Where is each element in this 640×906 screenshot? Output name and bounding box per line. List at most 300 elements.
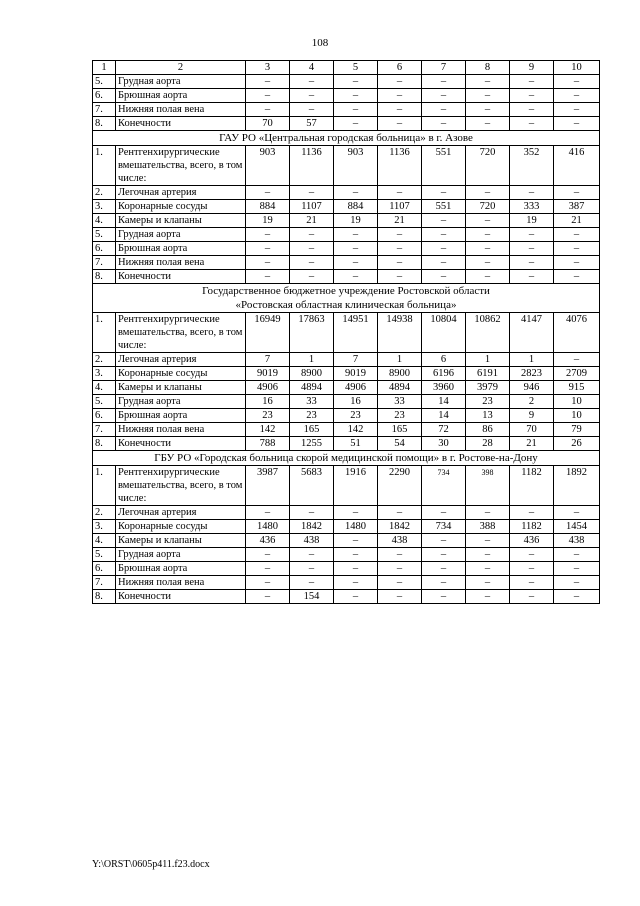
value-cell: 1480 — [334, 520, 378, 534]
value-cell: 1 — [466, 353, 510, 367]
value-cell: – — [246, 576, 290, 590]
value-cell: – — [422, 270, 466, 284]
value-cell: – — [334, 117, 378, 131]
value-cell: 915 — [554, 381, 600, 395]
table-row — [93, 117, 600, 131]
value-cell: 734 — [422, 520, 466, 534]
row-number: 8. — [93, 270, 116, 284]
value-cell: – — [246, 242, 290, 256]
row-number: 2. — [93, 186, 116, 200]
table-row — [93, 103, 600, 117]
value-cell: – — [510, 270, 554, 284]
value-cell: 154 — [290, 590, 334, 604]
value-cell: – — [554, 548, 600, 562]
value-cell: 333 — [510, 200, 554, 214]
value-cell: 4076 — [554, 313, 600, 353]
table-row — [93, 242, 600, 256]
value-cell: 10 — [554, 395, 600, 409]
value-cell: 1480 — [246, 520, 290, 534]
value-cell: – — [554, 562, 600, 576]
page-number: 108 — [311, 37, 329, 49]
row-label: Камеры и клапаны — [116, 214, 246, 228]
value-cell: 16 — [246, 395, 290, 409]
value-cell: – — [290, 576, 334, 590]
value-cell: 10862 — [466, 313, 510, 353]
column-header: 3 — [246, 61, 290, 75]
value-cell: 1892 — [554, 466, 600, 506]
row-number: 1. — [93, 466, 116, 506]
statistics-table — [92, 60, 600, 604]
value-cell: – — [334, 103, 378, 117]
value-cell: 21 — [554, 214, 600, 228]
table-row — [93, 256, 600, 270]
value-cell: – — [554, 506, 600, 520]
value-cell: – — [290, 186, 334, 200]
row-label: Коронарные сосуды — [116, 520, 246, 534]
value-cell: – — [246, 103, 290, 117]
value-cell: – — [378, 270, 422, 284]
row-number: 4. — [93, 381, 116, 395]
value-cell: – — [378, 506, 422, 520]
row-label: Коронарные сосуды — [116, 200, 246, 214]
value-cell: – — [422, 548, 466, 562]
value-cell: 387 — [554, 200, 600, 214]
value-cell: – — [378, 89, 422, 103]
table-row — [93, 590, 600, 604]
value-cell: – — [466, 242, 510, 256]
value-cell: 26 — [554, 437, 600, 451]
value-cell: – — [510, 89, 554, 103]
table-row — [93, 214, 600, 228]
row-label: Брюшная аорта — [116, 409, 246, 423]
value-cell: – — [290, 242, 334, 256]
table-row — [93, 367, 600, 381]
value-cell: – — [334, 75, 378, 89]
table-row — [93, 228, 600, 242]
value-cell: 6196 — [422, 367, 466, 381]
value-cell: 142 — [334, 423, 378, 437]
row-label: Грудная аорта — [116, 75, 246, 89]
table-row — [93, 562, 600, 576]
table-row — [93, 423, 600, 437]
row-number: 3. — [93, 200, 116, 214]
institution-heading-line: Государственное бюджетное учреждение Ростовской области — [202, 285, 490, 297]
value-cell: 6 — [422, 353, 466, 367]
value-cell: – — [378, 562, 422, 576]
value-cell: – — [510, 506, 554, 520]
row-label: Легочная артерия — [116, 353, 246, 367]
row-number: 7. — [93, 423, 116, 437]
value-cell: 17863 — [290, 313, 334, 353]
value-cell: 1255 — [290, 437, 334, 451]
table-row — [93, 186, 600, 200]
value-cell: 21 — [290, 214, 334, 228]
value-cell: 19 — [334, 214, 378, 228]
value-cell: 2709 — [554, 367, 600, 381]
table-row — [93, 313, 600, 353]
row-number: 5. — [93, 548, 116, 562]
value-cell: 16 — [334, 395, 378, 409]
value-cell: – — [510, 548, 554, 562]
value-cell: – — [290, 89, 334, 103]
value-cell: 28 — [466, 437, 510, 451]
institution-heading — [93, 451, 600, 466]
value-cell: 1107 — [290, 200, 334, 214]
value-cell: – — [334, 548, 378, 562]
institution-heading — [93, 131, 600, 146]
row-number: 6. — [93, 562, 116, 576]
value-cell: – — [246, 228, 290, 242]
value-cell: – — [422, 506, 466, 520]
value-cell: – — [334, 242, 378, 256]
column-header: 6 — [378, 61, 422, 75]
row-label: Камеры и клапаны — [116, 381, 246, 395]
row-label: Рентгенхирургические вмешательства, всего, в том числе: — [116, 313, 246, 353]
value-cell: – — [554, 270, 600, 284]
value-cell: 1842 — [378, 520, 422, 534]
column-header: 1 — [93, 61, 116, 75]
value-cell: – — [378, 548, 422, 562]
row-number: 4. — [93, 214, 116, 228]
value-cell: – — [246, 186, 290, 200]
value-cell: 734 — [422, 466, 466, 506]
value-cell: 9019 — [334, 367, 378, 381]
value-cell: – — [554, 89, 600, 103]
value-cell: – — [554, 353, 600, 367]
column-header: 2 — [116, 61, 246, 75]
row-number: 6. — [93, 409, 116, 423]
value-cell: 23 — [334, 409, 378, 423]
value-cell: 720 — [466, 200, 510, 214]
table-row — [93, 353, 600, 367]
value-cell: 33 — [290, 395, 334, 409]
value-cell: – — [378, 186, 422, 200]
value-cell: – — [422, 117, 466, 131]
value-cell: – — [466, 228, 510, 242]
institution-section-row — [93, 284, 600, 313]
value-cell: – — [466, 117, 510, 131]
value-cell: – — [422, 576, 466, 590]
value-cell: – — [422, 590, 466, 604]
value-cell: 10 — [554, 409, 600, 423]
value-cell: 10804 — [422, 313, 466, 353]
value-cell: – — [510, 103, 554, 117]
column-header: 9 — [510, 61, 554, 75]
table-row — [93, 381, 600, 395]
row-number: 4. — [93, 534, 116, 548]
value-cell: 8900 — [290, 367, 334, 381]
value-cell: – — [246, 89, 290, 103]
value-cell: – — [290, 103, 334, 117]
value-cell: – — [466, 562, 510, 576]
row-number: 7. — [93, 576, 116, 590]
value-cell: – — [466, 548, 510, 562]
value-cell: – — [378, 75, 422, 89]
value-cell: – — [422, 89, 466, 103]
table-row — [93, 270, 600, 284]
table-row — [93, 395, 600, 409]
value-cell: – — [290, 506, 334, 520]
institution-section-row — [93, 451, 600, 466]
row-label: Нижняя полая вена — [116, 256, 246, 270]
column-header: 4 — [290, 61, 334, 75]
value-cell: – — [378, 228, 422, 242]
table-row — [93, 466, 600, 506]
value-cell: – — [246, 548, 290, 562]
value-cell: 352 — [510, 146, 554, 186]
value-cell: – — [510, 186, 554, 200]
value-cell: 551 — [422, 200, 466, 214]
value-cell: 1136 — [378, 146, 422, 186]
value-cell: 551 — [422, 146, 466, 186]
value-cell: – — [422, 186, 466, 200]
value-cell: 903 — [246, 146, 290, 186]
row-label: Брюшная аорта — [116, 89, 246, 103]
value-cell: 14 — [422, 409, 466, 423]
value-cell: 30 — [422, 437, 466, 451]
row-label: Конечности — [116, 437, 246, 451]
value-cell: – — [466, 256, 510, 270]
value-cell: – — [554, 75, 600, 89]
value-cell: 436 — [246, 534, 290, 548]
value-cell: 23 — [466, 395, 510, 409]
value-cell: 1107 — [378, 200, 422, 214]
row-number: 6. — [93, 89, 116, 103]
value-cell: 14 — [422, 395, 466, 409]
value-cell: 8900 — [378, 367, 422, 381]
value-cell: 1 — [290, 353, 334, 367]
value-cell: – — [510, 256, 554, 270]
value-cell: – — [246, 562, 290, 576]
value-cell: – — [334, 590, 378, 604]
column-header: 5 — [334, 61, 378, 75]
value-cell: 14951 — [334, 313, 378, 353]
row-label: Рентгенхирургические вмешательства, всего, в том числе: — [116, 466, 246, 506]
value-cell: – — [554, 117, 600, 131]
row-label: Брюшная аорта — [116, 242, 246, 256]
row-label: Грудная аорта — [116, 228, 246, 242]
row-number: 1. — [93, 313, 116, 353]
value-cell: 72 — [422, 423, 466, 437]
value-cell: – — [422, 562, 466, 576]
value-cell: – — [466, 506, 510, 520]
value-cell: – — [290, 562, 334, 576]
value-cell: – — [466, 270, 510, 284]
value-cell: 1136 — [290, 146, 334, 186]
row-number: 5. — [93, 75, 116, 89]
value-cell: – — [466, 89, 510, 103]
table-row — [93, 89, 600, 103]
value-cell: 51 — [334, 437, 378, 451]
value-cell: – — [466, 75, 510, 89]
row-number: 3. — [93, 367, 116, 381]
value-cell: – — [246, 256, 290, 270]
value-cell: 21 — [378, 214, 422, 228]
value-cell: 1 — [510, 353, 554, 367]
value-cell: 19 — [510, 214, 554, 228]
value-cell: 3960 — [422, 381, 466, 395]
value-cell: 1182 — [510, 520, 554, 534]
value-cell: – — [510, 75, 554, 89]
value-cell: – — [466, 590, 510, 604]
value-cell: – — [554, 103, 600, 117]
value-cell: – — [290, 256, 334, 270]
value-cell: – — [378, 103, 422, 117]
value-cell: 2823 — [510, 367, 554, 381]
value-cell: – — [466, 103, 510, 117]
value-cell: 21 — [510, 437, 554, 451]
value-cell: – — [334, 562, 378, 576]
value-cell: 33 — [378, 395, 422, 409]
column-header: 10 — [554, 61, 600, 75]
row-label: Грудная аорта — [116, 395, 246, 409]
value-cell: 788 — [246, 437, 290, 451]
institution-heading-line: «Ростовская областная клиническая больница» — [235, 299, 457, 311]
table-row — [93, 506, 600, 520]
value-cell: 16949 — [246, 313, 290, 353]
value-cell: – — [422, 228, 466, 242]
value-cell: 398 — [466, 466, 510, 506]
row-number: 6. — [93, 242, 116, 256]
row-label: Брюшная аорта — [116, 562, 246, 576]
row-label: Грудная аорта — [116, 548, 246, 562]
value-cell: – — [290, 228, 334, 242]
value-cell: 165 — [378, 423, 422, 437]
value-cell: – — [334, 256, 378, 270]
value-cell: – — [510, 562, 554, 576]
value-cell: – — [554, 242, 600, 256]
column-header: 7 — [422, 61, 466, 75]
value-cell: – — [422, 103, 466, 117]
value-cell: – — [246, 270, 290, 284]
row-number: 1. — [93, 146, 116, 186]
row-label: Легочная артерия — [116, 186, 246, 200]
value-cell: – — [334, 270, 378, 284]
value-cell: – — [554, 228, 600, 242]
value-cell: 1916 — [334, 466, 378, 506]
value-cell: 1454 — [554, 520, 600, 534]
row-number: 7. — [93, 103, 116, 117]
value-cell: 23 — [246, 409, 290, 423]
value-cell: – — [422, 256, 466, 270]
value-cell: – — [554, 256, 600, 270]
table-row — [93, 520, 600, 534]
value-cell: 79 — [554, 423, 600, 437]
value-cell: 7 — [334, 353, 378, 367]
value-cell: – — [246, 75, 290, 89]
table-row — [93, 534, 600, 548]
row-number: 3. — [93, 520, 116, 534]
value-cell: 903 — [334, 146, 378, 186]
value-cell: 4894 — [290, 381, 334, 395]
value-cell: – — [246, 590, 290, 604]
value-cell: 388 — [466, 520, 510, 534]
row-label: Камеры и клапаны — [116, 534, 246, 548]
value-cell: 14938 — [378, 313, 422, 353]
column-header: 8 — [466, 61, 510, 75]
value-cell: – — [554, 576, 600, 590]
value-cell: – — [422, 75, 466, 89]
row-number: 2. — [93, 506, 116, 520]
value-cell: – — [554, 186, 600, 200]
table-row — [93, 437, 600, 451]
value-cell: 438 — [290, 534, 334, 548]
value-cell: 165 — [290, 423, 334, 437]
row-number: 5. — [93, 395, 116, 409]
value-cell: – — [290, 75, 334, 89]
value-cell: 884 — [246, 200, 290, 214]
row-number: 8. — [93, 117, 116, 131]
value-cell: – — [378, 117, 422, 131]
value-cell: 70 — [246, 117, 290, 131]
value-cell: 13 — [466, 409, 510, 423]
row-label: Конечности — [116, 270, 246, 284]
value-cell: 3987 — [246, 466, 290, 506]
value-cell: 1842 — [290, 520, 334, 534]
value-cell: – — [334, 534, 378, 548]
value-cell: – — [334, 506, 378, 520]
row-label: Рентгенхирургические вмешательства, всего, в том числе: — [116, 146, 246, 186]
column-number-row — [93, 61, 600, 75]
value-cell: 142 — [246, 423, 290, 437]
value-cell: 23 — [378, 409, 422, 423]
institution-heading-line: ГБУ РО «Городская больница скорой медицинской помощи» в г. Ростове-на-Дону — [154, 452, 538, 464]
value-cell: 57 — [290, 117, 334, 131]
value-cell: 9019 — [246, 367, 290, 381]
value-cell: – — [510, 117, 554, 131]
value-cell: 5683 — [290, 466, 334, 506]
value-cell: – — [422, 242, 466, 256]
file-path-footer: Y:\ORST\0605p411.f23.docx — [92, 859, 210, 870]
value-cell: – — [290, 270, 334, 284]
value-cell: – — [378, 590, 422, 604]
value-cell: 4906 — [246, 381, 290, 395]
value-cell: 23 — [290, 409, 334, 423]
row-number: 7. — [93, 256, 116, 270]
value-cell: 2290 — [378, 466, 422, 506]
row-label: Нижняя полая вена — [116, 423, 246, 437]
value-cell: 720 — [466, 146, 510, 186]
row-label: Конечности — [116, 590, 246, 604]
value-cell: 86 — [466, 423, 510, 437]
value-cell: 6191 — [466, 367, 510, 381]
value-cell: 4906 — [334, 381, 378, 395]
value-cell: 4894 — [378, 381, 422, 395]
row-number: 8. — [93, 590, 116, 604]
table-row — [93, 548, 600, 562]
table-row — [93, 409, 600, 423]
value-cell: – — [554, 590, 600, 604]
value-cell: 19 — [246, 214, 290, 228]
row-label: Коронарные сосуды — [116, 367, 246, 381]
value-cell: 946 — [510, 381, 554, 395]
value-cell: 1182 — [510, 466, 554, 506]
value-cell: 9 — [510, 409, 554, 423]
value-cell: 70 — [510, 423, 554, 437]
value-cell: 1 — [378, 353, 422, 367]
value-cell: – — [466, 186, 510, 200]
value-cell: 7 — [246, 353, 290, 367]
value-cell: – — [334, 228, 378, 242]
value-cell: – — [378, 242, 422, 256]
value-cell: – — [466, 214, 510, 228]
table-row — [93, 576, 600, 590]
value-cell: 3979 — [466, 381, 510, 395]
institution-section-row — [93, 131, 600, 146]
value-cell: – — [334, 576, 378, 590]
value-cell: 4147 — [510, 313, 554, 353]
value-cell: – — [422, 534, 466, 548]
